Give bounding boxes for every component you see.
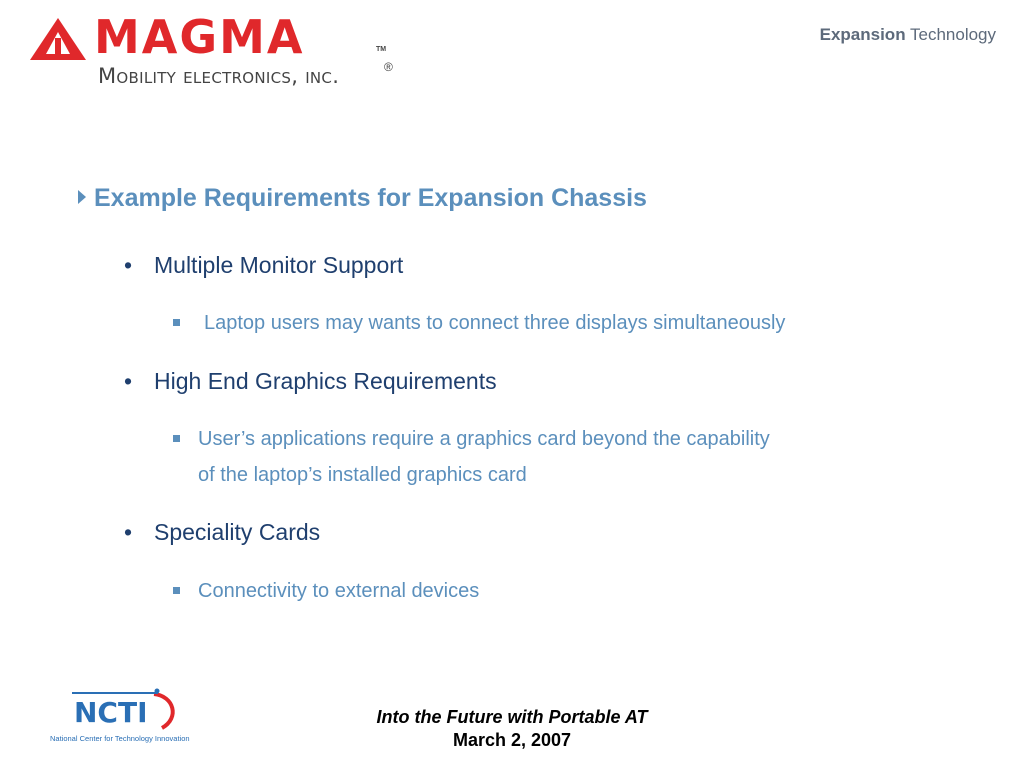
sub-bullet-item [173,421,770,493]
ncti-word: NCTI [74,696,148,729]
header-title [820,25,996,45]
bullet-label: High End Graphics Requirements [154,368,497,394]
logo-trademark: TM [376,46,387,53]
footer [300,707,724,751]
slide-heading [78,184,647,213]
magma-triangle-icon [30,18,86,60]
sub-bullet-item [173,305,785,341]
square-bullet-icon [173,319,180,326]
heading-arrow-icon [78,190,86,204]
header-title-strong: Expansion [819,25,906,44]
bullet-dot-icon: • [124,252,133,278]
header-title-rest: Technology [905,25,996,44]
footer-event-title: Into the Future with Portable AT [376,707,648,727]
sub-bullet-text: Connectivity to external devices [198,580,480,602]
bullet-label: Multiple Monitor Support [154,252,404,278]
bullet-dot-icon: • [124,368,133,394]
sub-bullet-text: Laptop users may wants to connect three displays simultaneously [204,312,786,334]
ncti-caption: National Center for Technology Innovation [50,734,190,743]
sub-bullet-item [173,573,479,609]
magma-logo [30,12,400,92]
logo-subtitle: Mobility electronics, inc. [98,64,340,88]
square-bullet-icon [173,435,180,442]
ncti-logo [50,688,200,748]
sub-bullet-text-continued: of the laptop’s installed graphics card [198,464,527,486]
square-bullet-icon [173,587,180,594]
logo-registered: ® [384,60,393,74]
logo-brand: MAGMA [94,10,305,64]
slide-heading-text: Example Requirements for Expansion Chassis [94,184,647,212]
footer-date: March 2, 2007 [452,730,572,750]
bullet-item [124,252,403,279]
sub-bullet-text: User’s applications require a graphics card beyond the capability [198,428,770,450]
bullet-dot-icon: • [124,519,133,545]
bullet-item [124,368,497,395]
bullet-label: Speciality Cards [154,519,321,545]
bullet-item [124,519,320,546]
